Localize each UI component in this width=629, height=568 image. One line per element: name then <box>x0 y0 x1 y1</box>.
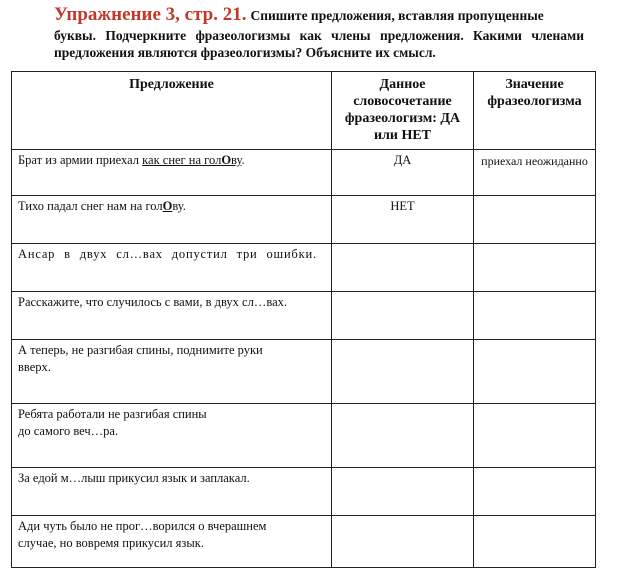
answer-cell <box>332 244 474 292</box>
sentence-cell: Ансар в двух сл…вах допустил три ошибки. <box>12 244 332 292</box>
sentence-end: . <box>241 153 245 167</box>
answer-cell <box>332 516 474 568</box>
table-row <box>12 244 596 292</box>
answer-cell <box>332 468 474 516</box>
sentence-cell <box>12 150 332 196</box>
sentence-line-1: А теперь, не разгибая спины, поднимите руки <box>18 343 263 357</box>
inserted-letter: О <box>221 153 232 167</box>
sentence-end: ву. <box>172 199 186 213</box>
meaning-cell <box>474 404 596 468</box>
sentence-text: Брат из армии приехал <box>18 153 143 167</box>
table-row <box>12 150 596 196</box>
idiom-text-end: ву <box>231 153 242 167</box>
meaning-cell <box>474 468 596 516</box>
header-sentence: Предложение <box>12 72 332 150</box>
sentence-line-2: до самого веч…ра. <box>18 424 119 438</box>
table-row <box>12 404 596 468</box>
table-header-row <box>12 72 596 150</box>
sentence-cell <box>12 340 332 404</box>
instruction-text-2: буквы. Подчеркните фразеологизмы как члены предложения. Какими членами <box>54 28 584 43</box>
instruction-text-3: предложения являются фразеологизмы? Объясните их смысл. <box>54 45 436 60</box>
answer-cell <box>332 404 474 468</box>
header-meaning: Значение фразеологизма <box>474 72 596 150</box>
table-row <box>12 468 596 516</box>
meaning-cell <box>474 196 596 244</box>
sentence-line-2: случае, но вовремя прикусил язык. <box>18 536 204 550</box>
header-given-phrase: Данное словосочетание фразеологизм: ДА или НЕТ <box>332 72 474 150</box>
answer-cell <box>332 340 474 404</box>
idiom-text: как снег на гол <box>142 153 222 167</box>
answer-cell: ДА <box>332 150 474 196</box>
meaning-cell <box>474 244 596 292</box>
instruction-text-1: Спишите предложения, вставляя пропущенные <box>250 8 544 23</box>
answer-cell <box>332 292 474 340</box>
table-row <box>12 196 596 244</box>
header-line-1 <box>54 4 584 27</box>
sentence-line-1: Ади чуть было не прог…ворился о вчерашнем <box>18 519 267 533</box>
sentence-line-1: Ребята работали не разгибая спины <box>18 407 207 421</box>
exercise-header <box>54 4 584 61</box>
meaning-cell <box>474 516 596 568</box>
sentence-cell <box>12 516 332 568</box>
idiom-underline <box>142 153 241 167</box>
meaning-cell <box>474 292 596 340</box>
table-row <box>12 292 596 340</box>
sentence-text: Тихо падал снег нам на гол <box>18 199 163 213</box>
meaning-cell: приехал неожиданно <box>474 150 596 196</box>
answer-cell: НЕТ <box>332 196 474 244</box>
inserted-letter: О <box>162 199 173 213</box>
sentence-line-2: вверх. <box>18 360 51 374</box>
sentence-cell: Расскажите, что случилось с вами, в двух сл…вах. <box>12 292 332 340</box>
exercise-title: Упражнение 3, стр. 21. <box>54 4 247 25</box>
sentence-cell: За едой м…лыш прикусил язык и заплакал. <box>12 468 332 516</box>
table-row <box>12 340 596 404</box>
sentence-cell <box>12 196 332 244</box>
meaning-cell <box>474 340 596 404</box>
exercise-table <box>11 71 596 568</box>
table-row <box>12 516 596 568</box>
sentence-cell <box>12 404 332 468</box>
